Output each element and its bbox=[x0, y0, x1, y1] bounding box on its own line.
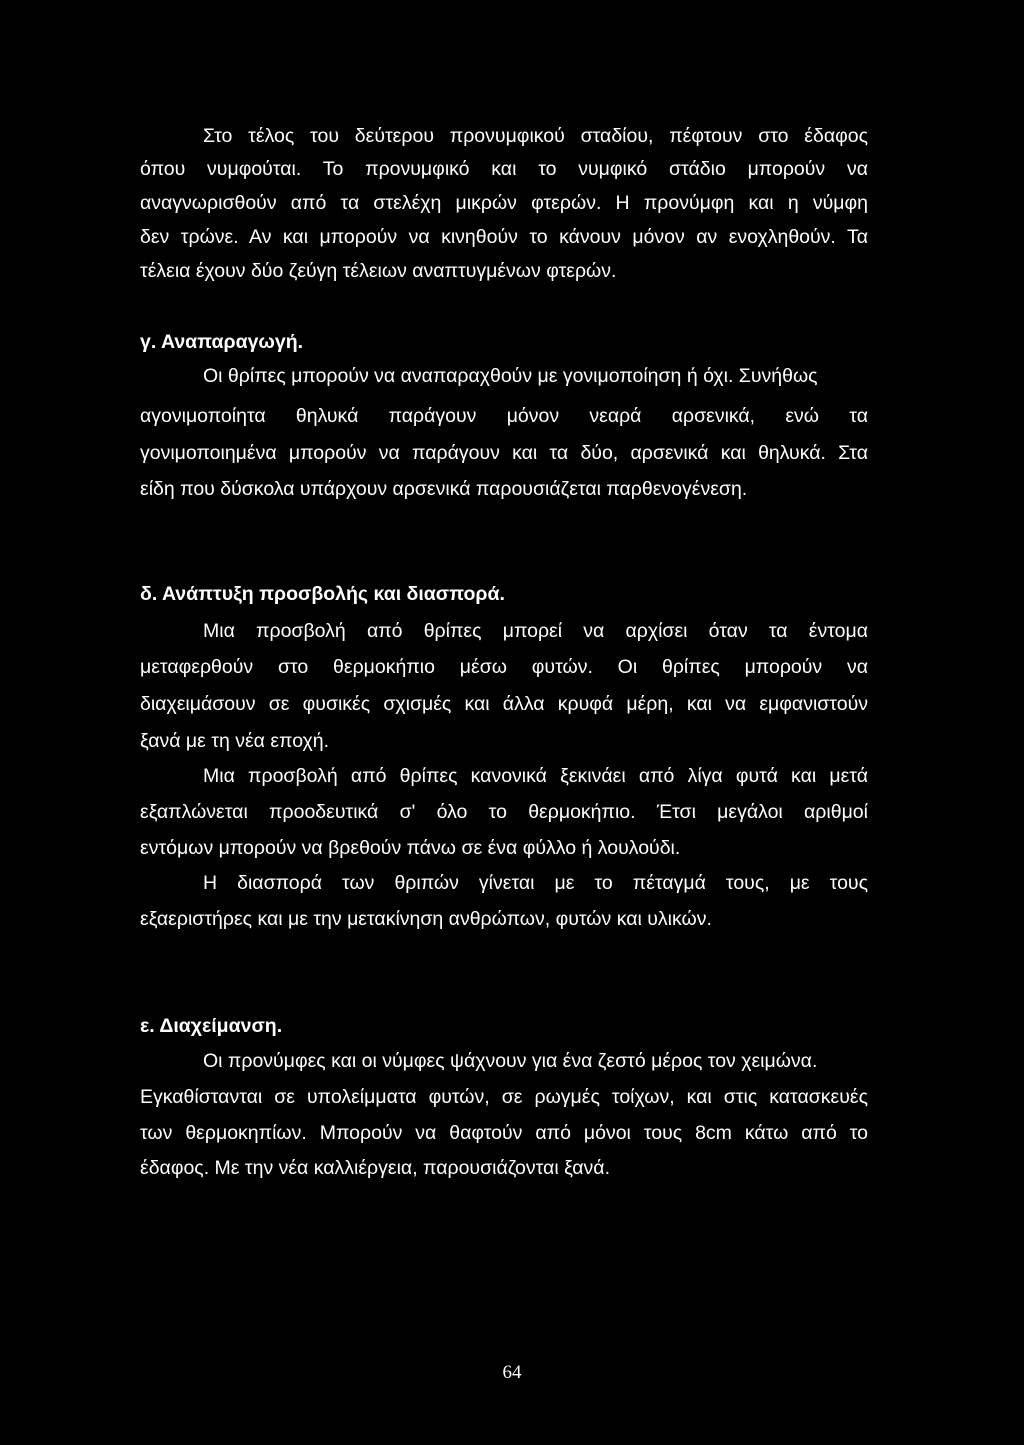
text-line: έδαφος. Με την νέα καλλιέργεια, παρουσιάζονται ξανά. bbox=[140, 1157, 610, 1179]
text-line: δεν τρώνε. Αν και μπορούν να κινηθούν το κάνουν μόνον αν ενοχληθούν. Τα bbox=[140, 226, 868, 248]
section-heading: δ. Ανάπτυξη προσβολής και διασπορά. bbox=[140, 583, 505, 605]
text-line: εντόμων μπορούν να βρεθούν πάνω σε ένα φύλλο ή λουλούδι. bbox=[140, 837, 681, 859]
text-line: διαχειμάσουν σε φυσικές σχισμές και άλλα κρυφά μέρη, και να εμφανιστούν bbox=[140, 693, 868, 715]
text-line: γονιμοποιημένα μπορούν να παράγουν και τα δύο, αρσενικά και θηλυκά. Στα bbox=[140, 442, 868, 464]
text-line: Εγκαθίστανται σε υπολείμματα φυτών, σε ρωγμές τοίχων, και στις κατασκευές bbox=[140, 1086, 868, 1108]
text-line: των θερμοκηπίων. Μπορούν να θαφτούν από μόνοι τους 8cm κάτω από το bbox=[140, 1122, 868, 1144]
text-line: μεταφερθούν στο θερμοκήπιο μέσω φυτών. Οι θρίπες μπορούν να bbox=[140, 656, 868, 678]
text-line: Μια προσβολή από θρίπες μπορεί να αρχίσει όταν τα έντομα bbox=[203, 620, 868, 642]
text-line: Μια προσβολή από θρίπες κανονικά ξεκινάει από λίγα φυτά και μετά bbox=[203, 765, 868, 787]
text-line: τέλεια έχουν δύο ζεύγη τέλειων αναπτυγμένων φτερών. bbox=[140, 260, 617, 282]
text-line: αναγνωρισθούν από τα στελέχη μικρών φτερών. Η προνύμφη και η νύμφη bbox=[140, 192, 868, 214]
text-line: Η διασπορά των θριπών γίνεται με το πέταγμά τους, με τους bbox=[203, 872, 868, 894]
text-line: όπου νυμφούται. Το προνυμφικό και το νυμφικό στάδιο μπορούν να bbox=[140, 158, 868, 180]
text-line: Οι θρίπες μπορούν να αναπαραχθούν με γονιμοποίηση ή όχι. Συνήθως bbox=[203, 365, 818, 387]
text-line: εξαπλώνεται προοδευτικά σ' όλο το θερμοκήπιο. Έτσι μεγάλοι αριθμοί bbox=[140, 801, 868, 823]
page-number: 64 bbox=[502, 1362, 522, 1383]
text-line: Οι προνύμφες και οι νύμφες ψάχνουν για ένα ζεστό μέρος τον χειμώνα. bbox=[203, 1050, 818, 1072]
text-line: είδη που δύσκολα υπάρχουν αρσενικά παρουσιάζεται παρθενογένεση. bbox=[140, 478, 748, 500]
text-line: Στο τέλος του δεύτερου προνυμφικού σταδίου, πέφτουν στο έδαφος bbox=[203, 125, 868, 147]
section-heading: γ. Αναπαραγωγή. bbox=[140, 331, 304, 353]
text-line: αγονιμοποίητα θηλυκά παράγουν μόνον νεαρά αρσενικά, ενώ τα bbox=[140, 405, 868, 427]
text-line: ξανά με τη νέα εποχή. bbox=[140, 730, 330, 752]
section-heading: ε. Διαχείμανση. bbox=[140, 1015, 283, 1037]
text-line: εξαεριστήρες και με την μετακίνηση ανθρώπων, φυτών και υλικών. bbox=[140, 908, 712, 930]
